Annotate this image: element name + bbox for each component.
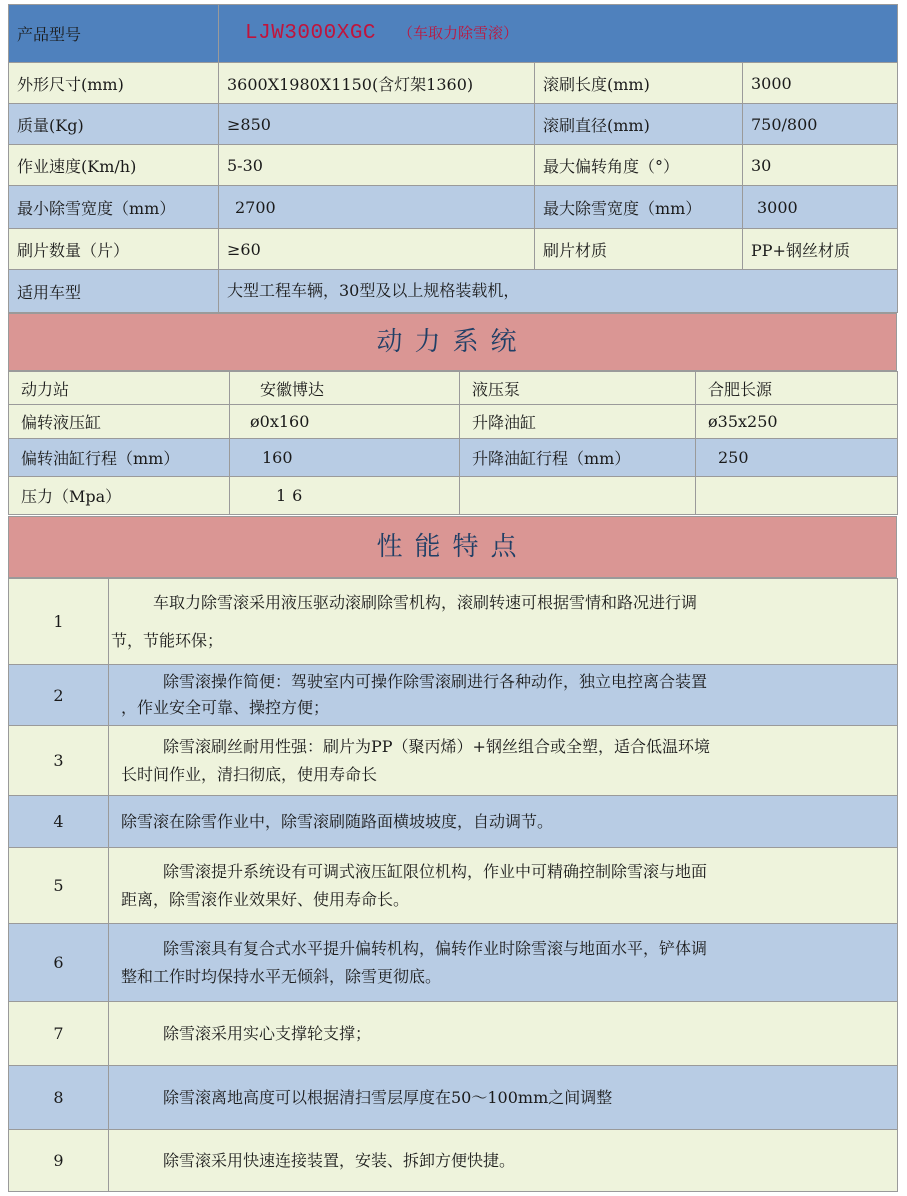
feature-text: [109, 726, 898, 796]
feature-line: 除雪滚离地高度可以根据清扫雪层厚度在50～100mm之间调整: [163, 1087, 613, 1107]
feature-text: [109, 848, 898, 924]
feature-line: ，作业安全可靠、操控方便；: [121, 698, 330, 717]
spec-label: 作业速度(Km/h): [9, 145, 219, 186]
spec-value: PP+钢丝材质: [743, 229, 898, 270]
feature-row: [9, 1130, 898, 1192]
spec-row: [9, 186, 898, 229]
vehicle-label: 适用车型: [9, 270, 219, 313]
feature-number: 8: [9, 1066, 109, 1130]
spec-label: 最大除雪宽度（mm）: [535, 186, 743, 229]
power-label: [460, 477, 696, 515]
feature-row: [9, 796, 898, 848]
feature-row: [9, 579, 898, 665]
feature-number: 5: [9, 848, 109, 924]
power-row: [9, 439, 898, 477]
feature-line: 除雪滚刷丝耐用性强：刷片为PP（聚丙烯）+钢丝组合或全塑，适合低温环境: [163, 736, 710, 756]
model-cell: [219, 5, 898, 63]
feature-text: [109, 665, 898, 726]
spec-value: ≥850: [219, 104, 535, 145]
power-row: [9, 372, 898, 405]
power-label: 偏转液压缸: [9, 405, 230, 439]
feature-number: 4: [9, 796, 109, 848]
feature-line: 除雪滚操作简便：驾驶室内可操作除雪滚刷进行各种动作，独立电控离合装置: [163, 672, 708, 691]
feature-text: [109, 1002, 898, 1066]
feature-text: [109, 579, 898, 665]
feature-number: 6: [9, 924, 109, 1002]
vehicle-value: 大型工程车辆，30型及以上规格装载机，: [219, 270, 898, 313]
power-row: [9, 405, 898, 439]
power-label: [9, 477, 230, 515]
spec-label: 刷片数量（片）: [9, 229, 219, 270]
feature-row: [9, 726, 898, 796]
model-value: LJW3000XGC: [245, 22, 377, 45]
power-label: 升降油缸: [460, 405, 696, 439]
power-row: [9, 477, 898, 515]
spec-label: 滚刷长度(mm): [535, 63, 743, 104]
feature-number: 3: [9, 726, 109, 796]
spec-label: 滚刷直径(mm): [535, 104, 743, 145]
feature-line: 车取力除雪滚采用液压驱动滚刷除雪机构，滚刷转速可根据雪情和路况进行调: [153, 592, 698, 612]
power-label: 液压泵: [460, 372, 696, 405]
spec-value: 750/800: [743, 104, 898, 145]
feature-line: 除雪滚采用快速连接装置，安装、拆卸方便快捷。: [163, 1150, 516, 1170]
feature-line: 除雪滚在除雪作业中，除雪滚刷随路面横坡坡度，自动调节。: [121, 811, 554, 831]
spec-sheet: [8, 4, 897, 1192]
power-label: 动力站: [9, 372, 230, 405]
feature-number: 7: [9, 1002, 109, 1066]
power-label-text: 压力（Mpa）: [21, 487, 122, 506]
spec-row: [9, 145, 898, 186]
feature-number: 2: [9, 665, 109, 726]
spec-value: ≥60: [219, 229, 535, 270]
feature-line: 整和工作时均保持水平无倾斜，除雪更彻底。: [121, 966, 442, 986]
power-value: 160: [230, 439, 460, 477]
model-label: 产品型号: [9, 5, 219, 63]
model-row: [9, 5, 898, 63]
power-system-title: 动力系统: [8, 313, 897, 371]
power-table: [8, 371, 898, 515]
spec-value: 30: [743, 145, 898, 186]
spec-row: [9, 63, 898, 104]
feature-line: 节，节能环保；: [111, 630, 224, 650]
power-label: 升降油缸行程（mm）: [460, 439, 696, 477]
model-note: （车取力除雪滚）: [398, 24, 519, 42]
feature-row: [9, 1002, 898, 1066]
spec-row: [9, 229, 898, 270]
power-value: 250: [696, 439, 898, 477]
feature-text: [109, 796, 898, 848]
feature-text: [109, 1130, 898, 1192]
feature-number: 1: [9, 579, 109, 665]
features-title: 性能特点: [8, 516, 897, 578]
spec-value: 2700: [219, 186, 535, 229]
feature-line: 距离，除雪滚作业效果好、使用寿命长。: [121, 889, 410, 909]
power-value: [696, 477, 898, 515]
vehicle-row: [9, 270, 898, 313]
power-value: ø35x250: [696, 405, 898, 439]
feature-row: [9, 924, 898, 1002]
spec-value: 3000: [743, 186, 898, 229]
spec-value: 5-30: [219, 145, 535, 186]
spec-value: 3000: [743, 63, 898, 104]
spec-label: 最小除雪宽度（mm）: [9, 186, 219, 229]
spec-table: [8, 4, 898, 313]
feature-row: [9, 665, 898, 726]
feature-text: [109, 924, 898, 1002]
feature-line: 除雪滚具有复合式水平提升偏转机构，偏转作业时除雪滚与地面水平，铲体调: [163, 938, 708, 958]
power-label: 偏转油缸行程（mm）: [9, 439, 230, 477]
feature-text: [109, 1066, 898, 1130]
power-value: 安徽博达: [230, 372, 460, 405]
feature-row: [9, 848, 898, 924]
feature-line: 除雪滚采用实心支撑轮支撑；: [163, 1023, 372, 1043]
spec-label: 质量(Kg): [9, 104, 219, 145]
features-table: [8, 578, 898, 1192]
spec-row: [9, 104, 898, 145]
feature-line: 除雪滚提升系统设有可调式液压缸限位机构，作业中可精确控制除雪滚与地面: [163, 861, 708, 881]
spec-label: 刷片材质: [535, 229, 743, 270]
spec-label: 外形尺寸(mm): [9, 63, 219, 104]
feature-number: 9: [9, 1130, 109, 1192]
feature-line: 长时间作业，清扫彻底，使用寿命长: [121, 764, 378, 784]
power-value: 合肥长源: [696, 372, 898, 405]
spec-label: 最大偏转角度（°）: [535, 145, 743, 186]
spec-value: 3600X1980X1150(含灯架1360): [219, 63, 535, 104]
power-value: 16: [230, 477, 460, 515]
feature-row: [9, 1066, 898, 1130]
power-value: ø0x160: [230, 405, 460, 439]
